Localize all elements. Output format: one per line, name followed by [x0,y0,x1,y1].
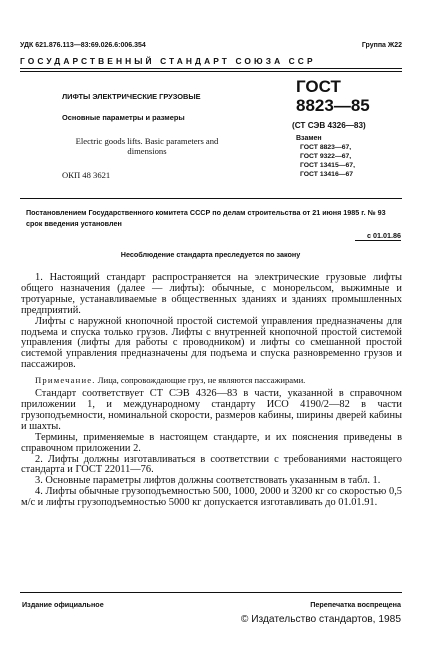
gost-block [292,77,406,179]
udk-code: УДК 621.876.113—83:69.026.6:006.354 [20,42,146,49]
paragraph: Лифты с наружной кнопочной простой системой управления предназначены для подъема и спуска только грузов. Лифты с внутренней кнопочной простой системой управления (лифты для работы с проводником) и лифты со смешанной простой системой управления предназначены для подъема и спуска разновременно грузов и пассажиров. [21,315,402,371]
paragraph: 4. Лифты обычные грузоподъемностью 500, 1000, 2000 и 3200 кг со скоростью 0,5 м/с и лифты грузоподъемностью 5000 кг допускается изготавливать до 01.01.91. [21,486,402,509]
footer-rule [20,592,402,593]
violation-notice: Несоблюдение стандарта преследуется по закону [120,250,301,259]
okp-code: ОКП 48 3621 [62,170,111,180]
header-rule-top [20,68,402,69]
state-standard-line: ГОСУДАРСТВЕННЫЙ СТАНДАРТ СОЮЗА ССР [20,56,316,66]
decree-rule [20,198,402,199]
st-sev-reference: (СТ СЭВ 4326—83) [292,121,366,130]
header-rule-bottom [20,71,402,72]
title-ru: ЛИФТЫ ЭЛЕКТРИЧЕСКИЕ ГРУЗОВЫЕ [62,92,201,101]
top-row [20,42,402,52]
paragraph: Термины, применяемые в настоящем стандарте, и их пояснения приведены в справочном приложении 2. [21,431,402,454]
copyright: © Издательство стандартов, 1985 [240,614,401,625]
effective-date: с 01.01.86 [367,231,401,240]
replaced-standard: ГОСТ 8823—67, [300,144,352,151]
reprint-notice: Перепечатка воспрещена [310,600,401,609]
decree-text: Постановлением Государственного комитета СССР по делам строительства от 21 июня 1985 г. № 93 срок введения установлен [26,208,386,228]
paragraph: Стандарт соответствует СТ СЭВ 4326—83 в части, указанной в справочном приложении 1, и международному стандарту ИСО 4190/2—82 в части грузоподъемности, номинальной скорости, размеров кабины, ширины дверей кабины и шахты. [21,388,402,432]
replaces-label: Взамен [296,135,322,142]
paragraph: 1. Настоящий стандарт распространяется на электрические грузовые лифты общего назначения (далее — лифты): обычные, с монорельсом, выжимные и тротуарные, устанавливаемые в общественных зданиях и зданиях промышленных предприятий. [21,272,402,316]
replaced-standard: ГОСТ 9322—67, [300,153,352,160]
paragraph: 3. Основные параметры лифтов должны соответствовать указанным в табл. 1. [35,475,381,487]
replaced-standard: ГОСТ 13415—67, [300,162,355,169]
title-ru-subtitle: Основные параметры и размеры [62,113,185,122]
gost-number: 8823—85 [296,96,370,115]
note-text: Лица, сопровождающие груз, не являются пассажирами. [95,375,306,386]
body-text [21,273,402,509]
replaced-standard: ГОСТ 13416—67 [300,171,354,178]
title-en: Electric goods lifts. Basic parameters and dimensions [75,136,219,156]
paragraph: 2. Лифты должны изготавливаться в соответствии с требованиями настоящего стандарта и ГОСТ 22011—76. [21,453,402,476]
official-edition: Издание официальное [22,600,104,609]
group-code: Группа Ж22 [361,42,402,49]
gost-word: ГОСТ [296,77,341,96]
title-block [62,92,252,156]
date-underline [355,240,401,241]
note-label: Примечание. [35,375,96,386]
note [21,375,402,386]
